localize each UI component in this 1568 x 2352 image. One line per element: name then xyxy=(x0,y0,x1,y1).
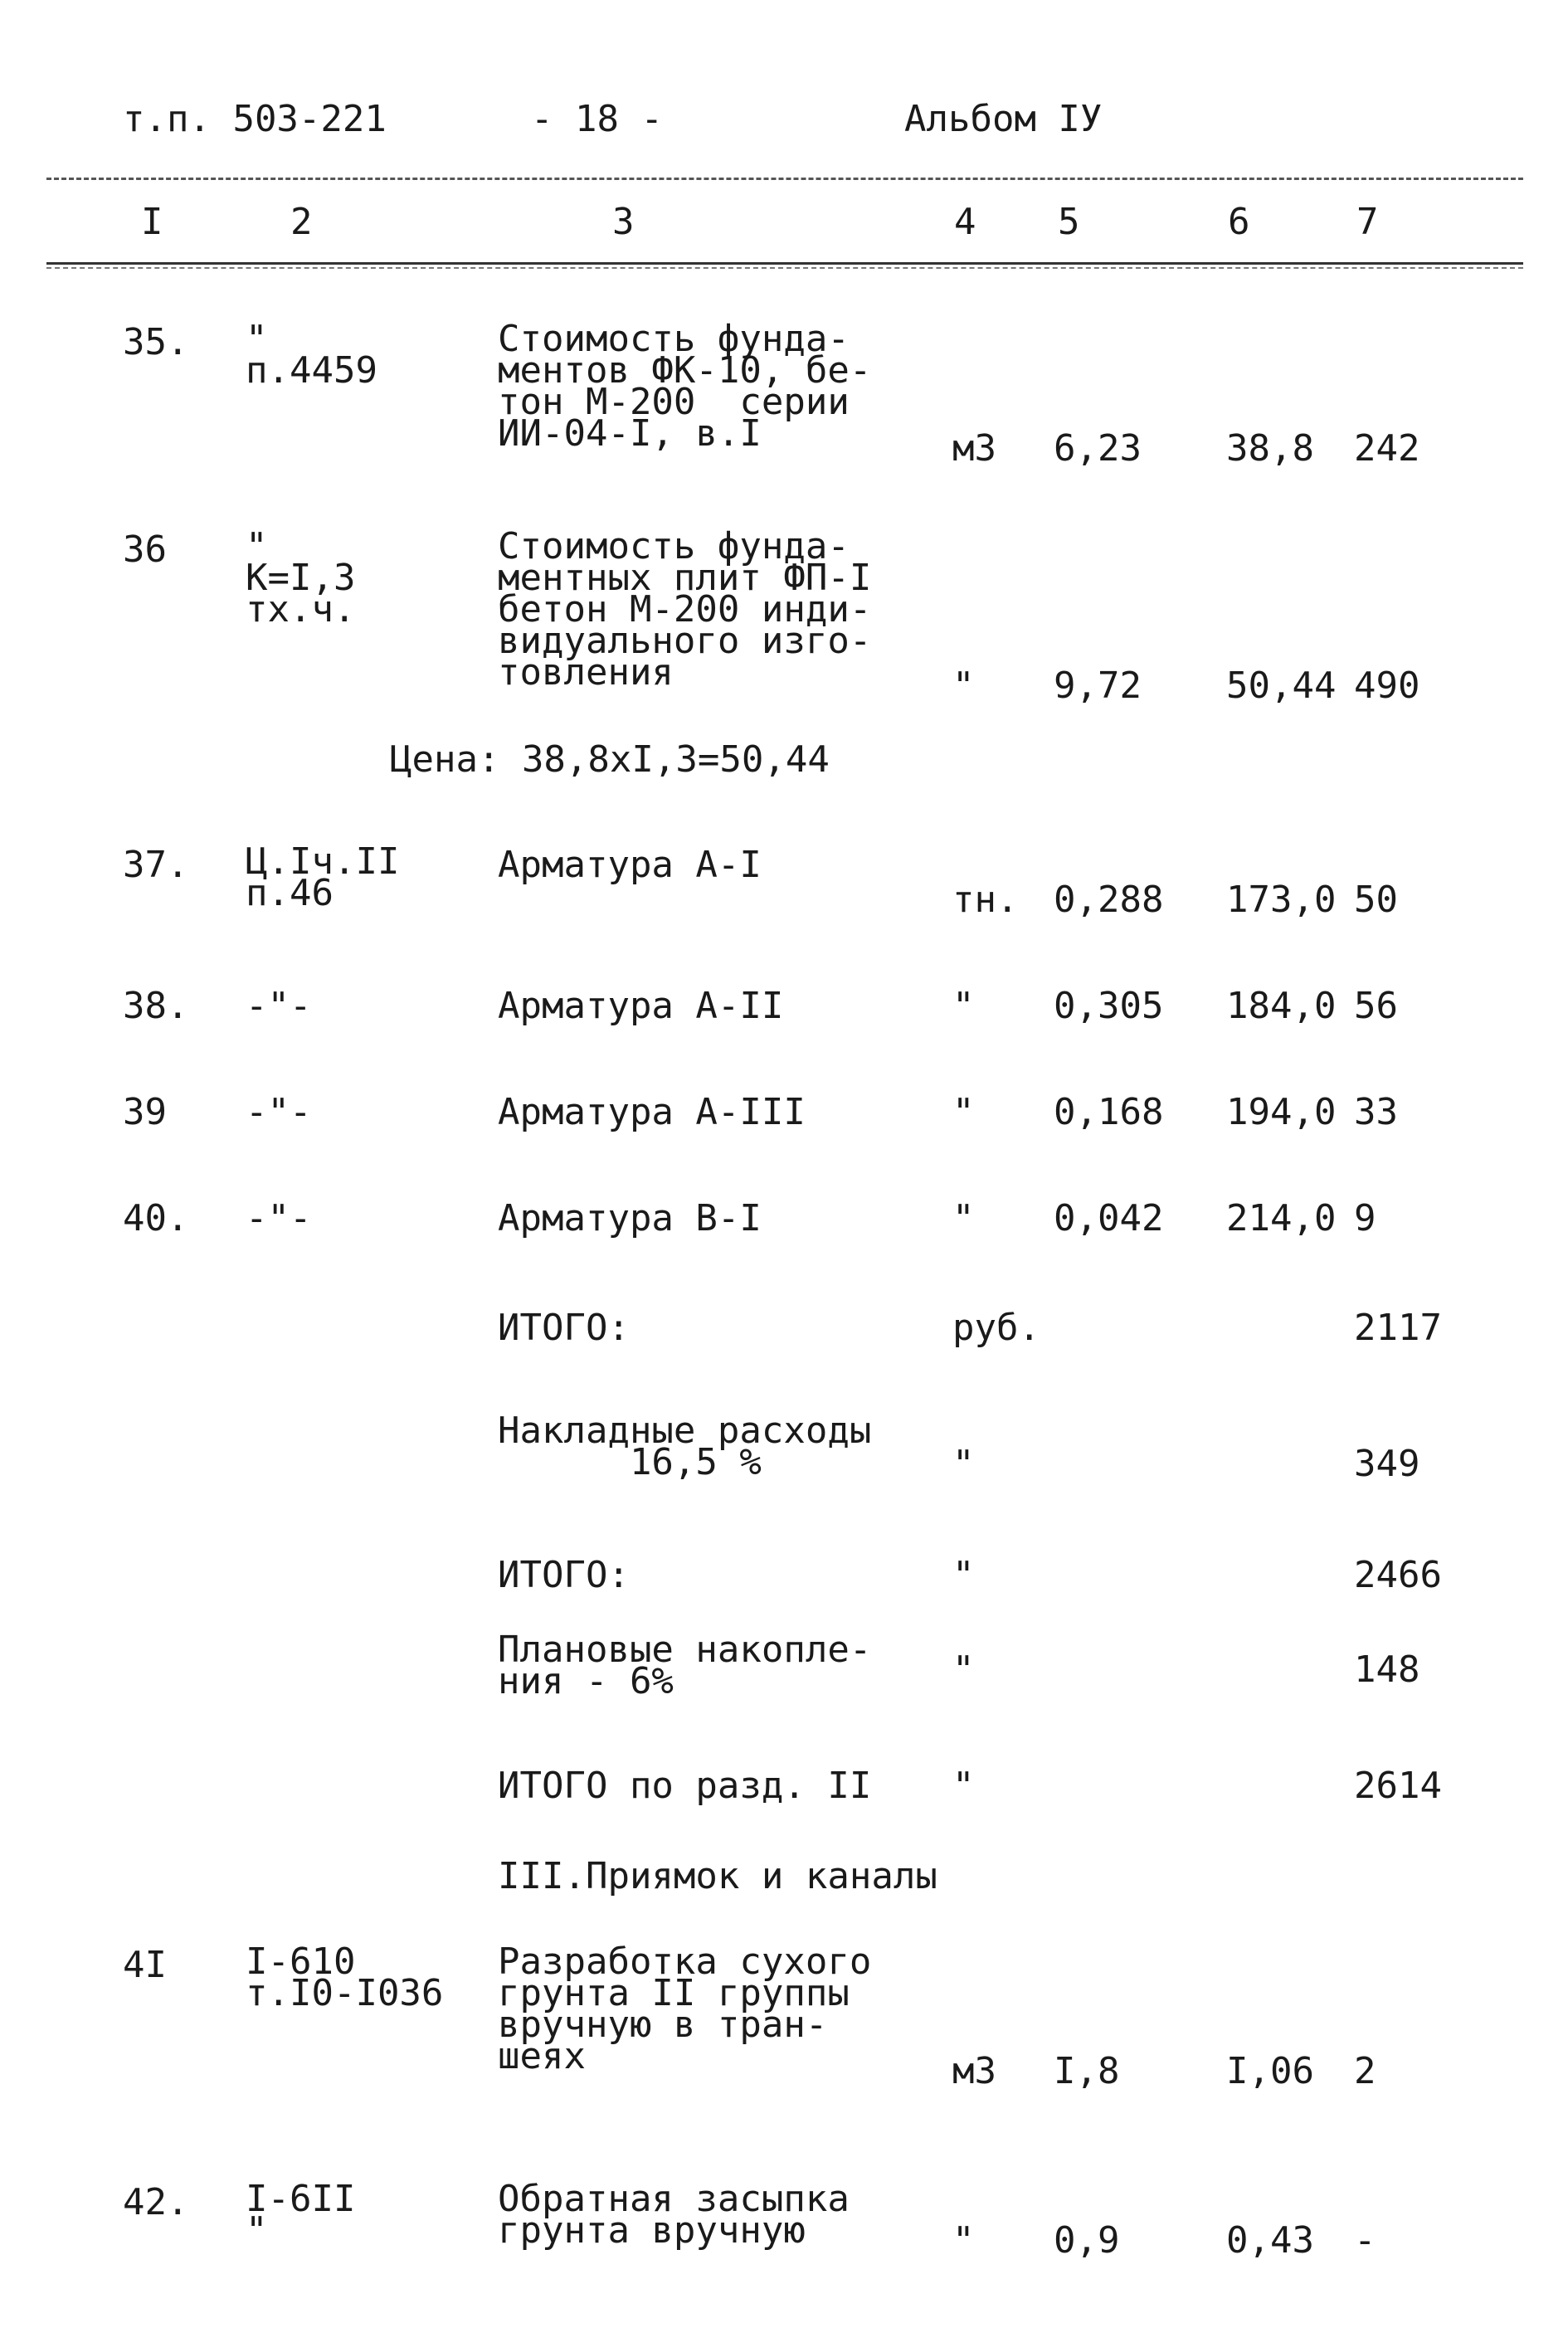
row-unit-price: 50,44 xyxy=(1226,665,1337,707)
row-quantity: 6,23 xyxy=(1054,427,1142,470)
total-label: Плановые накопле- ния - 6% xyxy=(498,1629,872,1702)
row-description: Стоимость фунда- ментных плит ФП-I бетон М-200 инди- видуального изго- товления xyxy=(498,525,872,694)
row-number: 4I xyxy=(123,1944,167,1986)
row-unit-price: 184,0 xyxy=(1226,985,1337,1027)
row-number: 40. xyxy=(123,1197,189,1239)
row-unit: " xyxy=(952,1197,975,1239)
row-total: 33 xyxy=(1354,1091,1398,1133)
row-total: 50 xyxy=(1354,879,1398,921)
total-sum: 349 xyxy=(1354,1443,1420,1485)
row-reference: -"- xyxy=(246,985,312,1027)
column-number-7: 7 xyxy=(1356,201,1379,243)
row-quantity: 0,042 xyxy=(1054,1197,1164,1239)
total-sum: 2614 xyxy=(1354,1765,1442,1807)
total-label: ИТОГО: xyxy=(498,1307,630,1349)
row-quantity: 0,168 xyxy=(1054,1091,1164,1133)
total-label: Накладные расходы 16,5 % xyxy=(498,1410,872,1483)
row-reference: I-6II " xyxy=(246,2178,356,2252)
column-number-1: I xyxy=(141,201,163,243)
row-number: 37. xyxy=(123,844,189,886)
row-unit: тн. xyxy=(952,879,1019,921)
column-number-3: 3 xyxy=(612,201,635,243)
row-unit: " xyxy=(952,985,975,1027)
row-reference: " п.4459 xyxy=(246,318,377,392)
price-calculation-note: Цена: 38,8хI,3=50,44 xyxy=(390,738,830,781)
row-unit-price: 214,0 xyxy=(1226,1197,1337,1239)
row-total: 2 xyxy=(1354,2050,1376,2092)
total-unit: " xyxy=(952,1765,975,1807)
row-number: 36 xyxy=(123,528,167,571)
row-quantity: 0,9 xyxy=(1054,2219,1120,2262)
row-quantity: 0,305 xyxy=(1054,985,1164,1027)
total-sum: 148 xyxy=(1354,1648,1420,1691)
doc-reference: т.п. 503-221 xyxy=(123,98,387,140)
column-number-4: 4 xyxy=(954,201,976,243)
row-unit: м3 xyxy=(952,427,996,470)
row-total: 9 xyxy=(1354,1197,1376,1239)
row-number: 38. xyxy=(123,985,189,1027)
row-total: 242 xyxy=(1354,427,1420,470)
row-unit-price: I,06 xyxy=(1226,2050,1314,2092)
row-reference: -"- xyxy=(246,1091,312,1133)
total-unit: " xyxy=(952,1443,975,1485)
row-number: 42. xyxy=(123,2181,189,2223)
row-description: Обратная засыпка грунта вручную xyxy=(498,2178,850,2252)
row-description: Арматура А-III xyxy=(498,1091,806,1133)
column-number-2: 2 xyxy=(290,201,313,243)
row-unit: " xyxy=(952,2219,975,2262)
row-unit-price: 173,0 xyxy=(1226,879,1337,921)
column-header-rule xyxy=(46,262,1523,265)
row-description: Арматура А-I xyxy=(498,844,762,886)
row-unit-price: 194,0 xyxy=(1226,1091,1337,1133)
column-number-6: 6 xyxy=(1228,201,1250,243)
section-title: III.Приямок и каналы xyxy=(498,1855,937,1897)
total-unit: " xyxy=(952,1648,975,1691)
total-unit: руб. xyxy=(952,1307,1040,1349)
total-unit: " xyxy=(952,1554,975,1596)
total-sum: 2466 xyxy=(1354,1554,1442,1596)
row-quantity: 0,288 xyxy=(1054,879,1164,921)
column-number-5: 5 xyxy=(1058,201,1080,243)
row-quantity: I,8 xyxy=(1054,2050,1120,2092)
row-unit-price: 0,43 xyxy=(1226,2219,1314,2262)
row-unit: м3 xyxy=(952,2050,996,2092)
total-label: ИТОГО по разд. II xyxy=(498,1765,872,1807)
row-total: - xyxy=(1354,2219,1376,2262)
row-reference: " К=I,3 тх.ч. xyxy=(246,525,356,631)
row-total: 490 xyxy=(1354,665,1420,707)
row-description: Арматура В-I xyxy=(498,1197,762,1239)
row-total: 56 xyxy=(1354,985,1398,1027)
row-reference: I-610 т.I0-I036 xyxy=(246,1941,444,2014)
page-number: - 18 - xyxy=(531,98,663,140)
row-unit: " xyxy=(952,665,975,707)
row-description: Арматура А-II xyxy=(498,985,784,1027)
row-number: 35. xyxy=(123,321,189,363)
row-reference: Ц.Iч.II п.46 xyxy=(246,840,400,914)
row-description: Стоимость фунда- ментов ФК-10, бе- тон М-200 серии ИИ-04-I, в.I xyxy=(498,318,872,455)
row-unit: " xyxy=(952,1091,975,1133)
header-divider xyxy=(46,178,1523,180)
album-label: Альбом IУ xyxy=(904,98,1103,140)
total-label: ИТОГО: xyxy=(498,1554,630,1596)
row-number: 39 xyxy=(123,1091,167,1133)
row-unit-price: 38,8 xyxy=(1226,427,1314,470)
column-header-rule-secondary xyxy=(46,267,1523,269)
row-quantity: 9,72 xyxy=(1054,665,1142,707)
row-description: Разработка сухого грунта II группы вручную в тран- шеях xyxy=(498,1941,872,2077)
total-sum: 2117 xyxy=(1354,1307,1442,1349)
row-reference: -"- xyxy=(246,1197,312,1239)
